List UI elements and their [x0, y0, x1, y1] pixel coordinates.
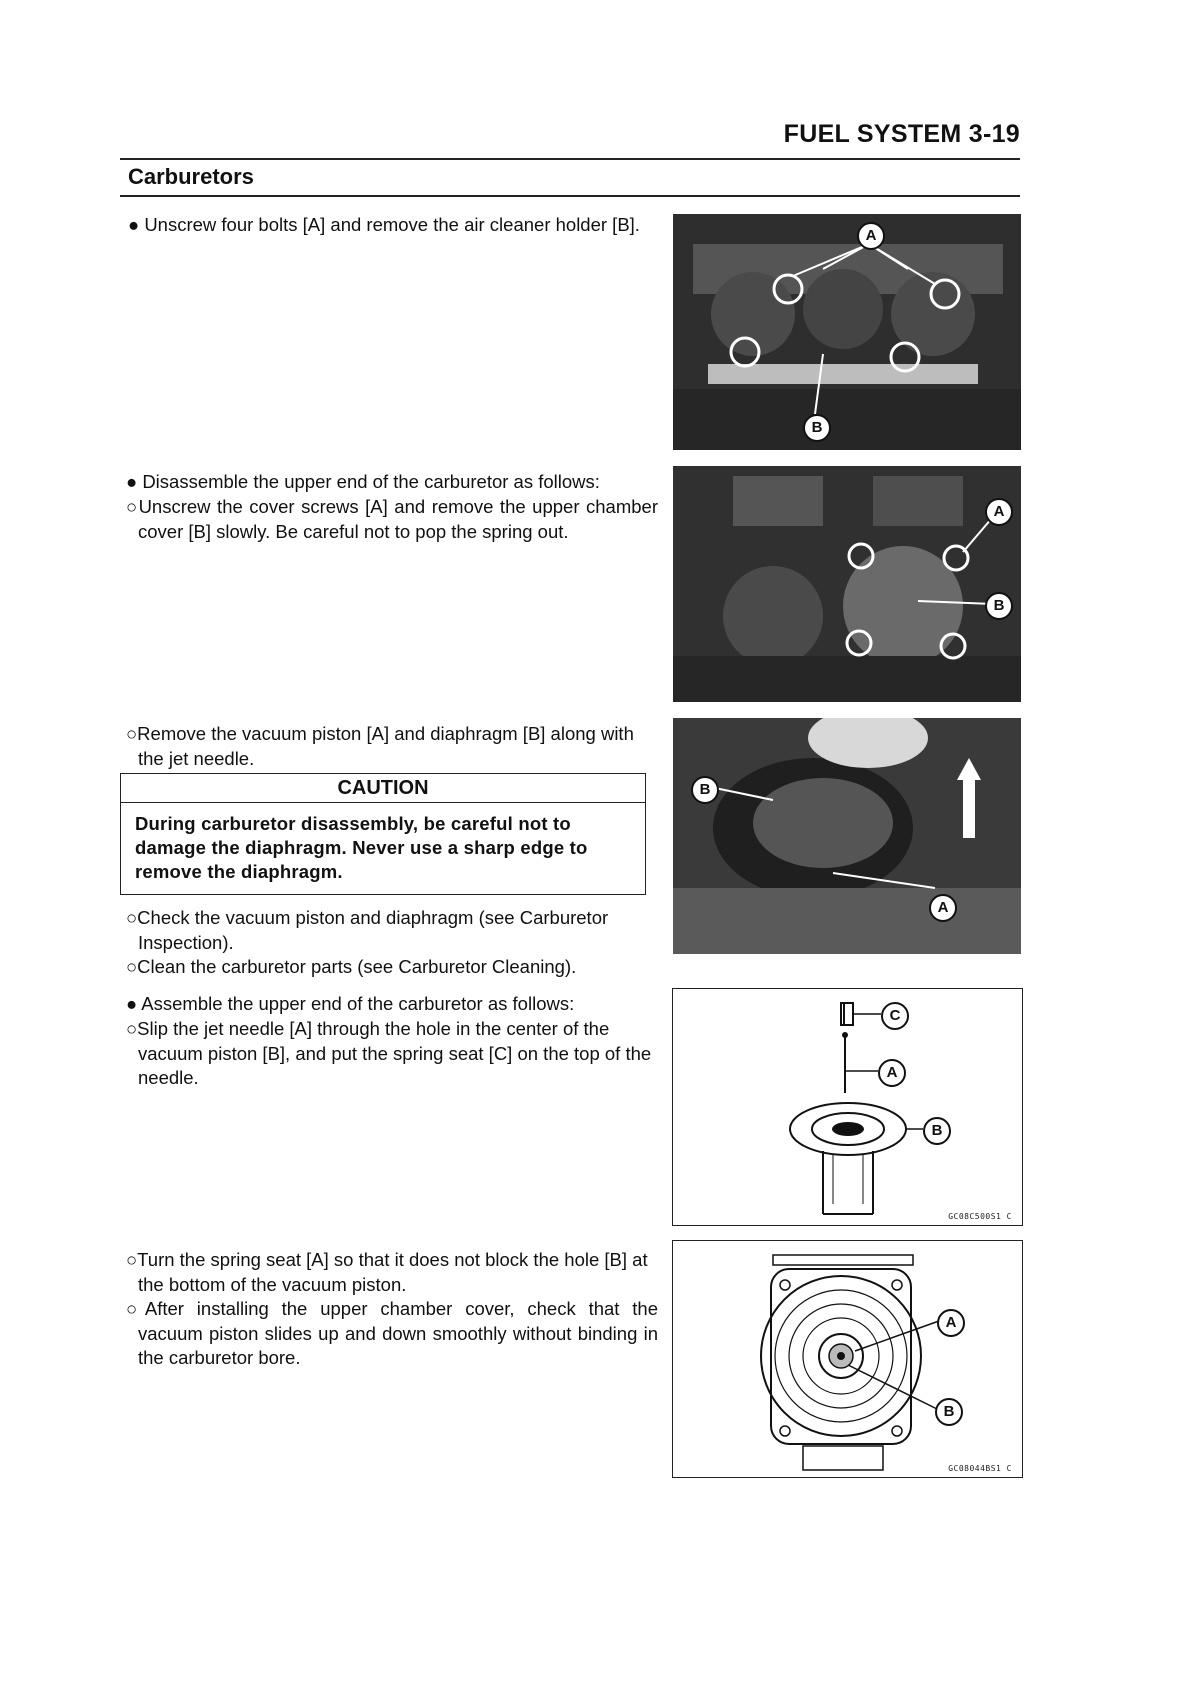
step-unscrew-cover: ○Unscrew the cover screws [A] and remove the upper chamber cover [B] slowly. Be careful not to pop the spring out. — [126, 496, 658, 542]
figure-spring-seat-diagram — [672, 1240, 1023, 1478]
callout-b: B — [803, 414, 831, 442]
step-clean-parts: ○Clean the carburetor parts (see Carburetor Cleaning). — [126, 956, 577, 977]
step-remove-piston: ○Remove the vacuum piston [A] and diaphragm [B] along with the jet needle. — [126, 723, 634, 769]
caution-box — [120, 773, 646, 895]
callout-a: A — [878, 1059, 906, 1087]
figure-air-cleaner-holder-photo — [673, 214, 1021, 450]
callout-c: C — [881, 1002, 909, 1030]
callout-a: A — [857, 222, 885, 250]
section-title: Carburetors — [128, 164, 254, 189]
header-rule — [120, 158, 1020, 160]
step-slip-jet-needle: ○Slip the jet needle [A] through the hole in the center of the vacuum piston [B], and put the spring seat [C] on the top of the needle. — [126, 1018, 652, 1088]
callout-a: A — [937, 1309, 965, 1337]
callout-a: A — [985, 498, 1013, 526]
step-turn-spring-seat: ○Turn the spring seat [A] so that it does not block the hole [B] at the bottom of the vacuum piston. — [126, 1249, 648, 1295]
step-remove-air-cleaner: ● Unscrew four bolts [A] and remove the air cleaner holder [B]. — [128, 214, 640, 235]
callout-b: B — [923, 1117, 951, 1145]
figure-caption: GC08044BS1 C — [948, 1464, 1012, 1473]
callout-b: B — [985, 592, 1013, 620]
page-header-title: FUEL SYSTEM 3-19 — [783, 120, 1020, 148]
figure-jet-needle-diagram — [672, 988, 1023, 1226]
section-rule — [120, 195, 1020, 197]
callout-b: B — [935, 1398, 963, 1426]
callout-a: A — [929, 894, 957, 922]
caution-text: During carburetor disassembly, be careful not to damage the diaphragm. Never use a sharp edge to remove the diaphragm. — [135, 813, 588, 882]
callout-b: B — [691, 776, 719, 804]
figure-caption: GC08C500S1 C — [948, 1212, 1012, 1221]
figure-vacuum-piston-photo — [673, 718, 1021, 954]
step-assemble-intro: ● Assemble the upper end of the carburetor as follows: — [126, 993, 575, 1014]
step-check-piston: ○Check the vacuum piston and diaphragm (see Carburetor Inspection). — [126, 907, 609, 953]
step-check-slide: ○After installing the upper chamber cover, check that the vacuum piston slides up and down smoothly without binding in the carburetor bore. — [126, 1298, 658, 1368]
caution-heading: CAUTION — [121, 774, 645, 803]
step-disassemble-intro: ● Disassemble the upper end of the carburetor as follows: — [126, 471, 600, 492]
figure-chamber-cover-photo — [673, 466, 1021, 702]
